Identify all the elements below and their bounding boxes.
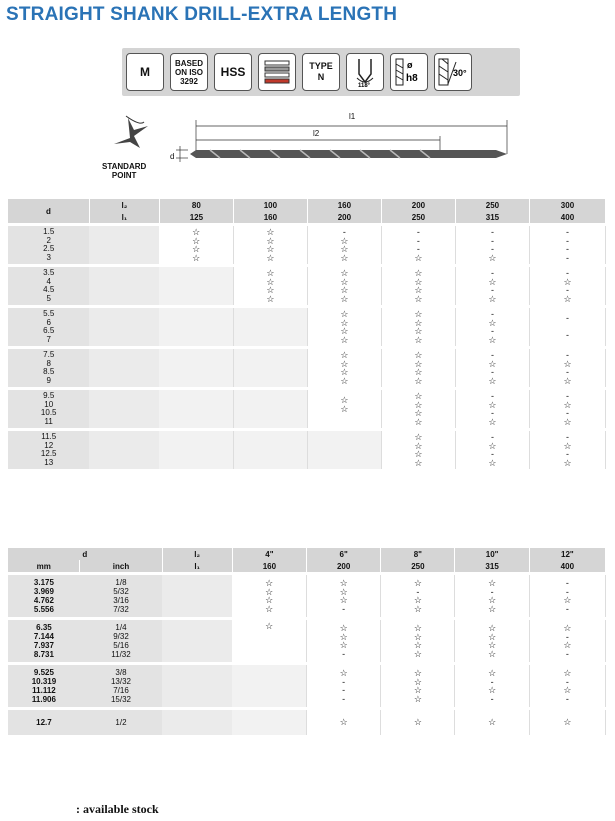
col-header: 400 [529, 211, 605, 225]
type-n-icon: TYPE N [302, 53, 340, 91]
inch-cell: 3/8 13/32 7/16 15/32 [80, 664, 162, 709]
stock-cell [233, 307, 307, 348]
stock-cell: ☆ ☆ [307, 389, 381, 430]
table-row [8, 619, 606, 664]
stock-cell: ☆ ☆ ☆ ☆ [381, 664, 455, 709]
legend-note: : available stock [76, 802, 159, 816]
page-title: STRAIGHT SHANK DRILL-EXTRA LENGTH [6, 4, 398, 25]
l1-header: l₁ [162, 560, 232, 574]
col-header: 300 [529, 199, 605, 211]
l2-header: l₂ [162, 548, 232, 560]
stock-cell: ☆ - - - [307, 664, 381, 709]
stock-cell: - ☆ - ☆ [529, 389, 605, 430]
stock-cell: ☆ - ☆ ☆ [455, 574, 529, 619]
stock-cell: ☆ ☆ ☆ ☆ [381, 430, 455, 470]
stock-cell: ☆ ☆ ☆ ☆ [381, 389, 455, 430]
col-header: 10" [455, 548, 529, 560]
col-header: 200 [307, 560, 381, 574]
stock-cell: ☆ - ☆ - [529, 619, 605, 664]
l2-label: l2 [313, 129, 320, 138]
col-header: 250 [381, 560, 455, 574]
l2-header: l₂ [89, 199, 159, 211]
stock-cell [159, 389, 233, 430]
table-row [8, 225, 606, 266]
table-row [8, 430, 606, 470]
point-angle-icon [346, 53, 384, 91]
m-icon: M [126, 53, 164, 91]
stock-cell: ☆ ☆ ☆ - [307, 619, 381, 664]
stock-cell [159, 307, 233, 348]
col-header: 315 [455, 211, 529, 225]
hss-icon: HSS [214, 53, 252, 91]
stock-cell [159, 266, 233, 307]
col-header: 80 [159, 199, 233, 211]
stock-cell [233, 389, 307, 430]
col-header: 125 [159, 211, 233, 225]
drill-drawing [100, 112, 510, 186]
stock-cell: ☆ ☆ ☆ ☆ [232, 574, 306, 619]
stock-cell: - - - ☆ [455, 225, 529, 266]
metric-table [8, 199, 606, 469]
stock-cell: - ☆ - ☆ [529, 348, 605, 389]
stock-cell: ☆ ☆ ☆ ☆ [455, 619, 529, 664]
inch-cell: 1/4 9/32 5/16 11/32 [80, 619, 162, 664]
inch-cell: 1/8 5/32 3/16 7/32 [80, 574, 162, 619]
stock-cell: - ☆ - ☆ [529, 430, 605, 470]
tolerance-icon [390, 53, 428, 91]
mm-header: mm [8, 560, 80, 574]
helix-angle-icon [434, 53, 472, 91]
stock-cell [159, 430, 233, 470]
table-row [8, 709, 606, 736]
col-header: 400 [529, 560, 605, 574]
table-row [8, 664, 606, 709]
col-header: 8" [381, 548, 455, 560]
mm-cell: 9.525 10.319 11.112 11.906 [8, 664, 80, 709]
col-header: 100 [233, 199, 307, 211]
stock-cell: - ☆ - ☆ [455, 266, 529, 307]
iso-icon: BASED ON ISO 3292 [170, 53, 208, 91]
stock-cell: - - - - [529, 225, 605, 266]
standard-point-label: STANDARD POINT [102, 162, 147, 180]
table-row [8, 574, 606, 619]
stock-cell [307, 430, 381, 470]
svg-text:ø: ø [407, 60, 413, 70]
stock-cell: ☆ [529, 709, 605, 736]
table-row [8, 266, 606, 307]
col-header: 250 [455, 199, 529, 211]
col-header: 160 [233, 211, 307, 225]
stock-cell: - - ☆ - [529, 574, 605, 619]
stock-cell: ☆ ☆ ☆ ☆ [233, 266, 307, 307]
mm-cell: 12.7 [8, 709, 80, 736]
col-header: 12" [529, 548, 605, 560]
d-header: d [8, 199, 89, 225]
inch-header: inch [80, 560, 162, 574]
stock-cell: ☆ ☆ ☆ ☆ [233, 225, 307, 266]
l1-header: l₁ [89, 211, 159, 225]
icon-row [126, 53, 472, 91]
col-header: 160 [232, 560, 306, 574]
stock-cell: ☆ ☆ ☆ ☆ [381, 348, 455, 389]
stock-cell [159, 348, 233, 389]
diameter-cell: 11.5 12 12.5 13 [8, 430, 89, 470]
stock-cell: ☆ ☆ ☆ - [307, 574, 381, 619]
stock-cell: ☆ ☆ ☆ ☆ [381, 307, 455, 348]
stock-cell: - ☆ - ☆ [455, 348, 529, 389]
stock-cell [233, 348, 307, 389]
stock-cell: ☆ [232, 619, 306, 664]
stock-cell: ☆ ☆ ☆ ☆ [159, 225, 233, 266]
col-header: 250 [381, 211, 455, 225]
stock-cell: - ☆ - ☆ [455, 389, 529, 430]
table-row [8, 307, 606, 348]
col-header: 200 [307, 211, 381, 225]
table-row [8, 389, 606, 430]
svg-text:118°: 118° [358, 83, 371, 88]
stock-cell [233, 430, 307, 470]
stock-cell: ☆ - ☆ - [455, 664, 529, 709]
inch-cell: 1/2 [80, 709, 162, 736]
stock-cell: - ☆ - ☆ [455, 307, 529, 348]
stock-cell: ☆ [455, 709, 529, 736]
col-header: 200 [381, 199, 455, 211]
l1-label: l1 [349, 112, 356, 121]
stock-cell: ☆ ☆ ☆ ☆ [307, 348, 381, 389]
stock-cell: ☆ ☆ ☆ ☆ [307, 307, 381, 348]
table-row [8, 348, 606, 389]
d-label: d [170, 152, 175, 161]
stock-cell: ☆ ☆ ☆ ☆ [381, 266, 455, 307]
stock-cell: - ☆ ☆ ☆ [307, 225, 381, 266]
svg-text:30°: 30° [453, 68, 467, 78]
coating-icon [258, 53, 296, 91]
diameter-cell: 5.5 6 6.5 7 [8, 307, 89, 348]
stock-cell: ☆ - ☆ ☆ [381, 574, 455, 619]
col-header: 160 [307, 199, 381, 211]
mm-cell: 3.175 3.969 4.762 5.556 [8, 574, 80, 619]
col-header: 315 [455, 560, 529, 574]
inch-table [8, 548, 606, 735]
stock-cell: ☆ [307, 709, 381, 736]
diameter-cell: 9.5 10 10.5 11 [8, 389, 89, 430]
stock-cell: ☆ ☆ ☆ ☆ [307, 266, 381, 307]
diameter-cell: 1.5 2 2.5 3 [8, 225, 89, 266]
stock-cell: - - [529, 307, 605, 348]
svg-text:h8: h8 [406, 73, 418, 84]
stock-cell: ☆ [381, 709, 455, 736]
stock-cell [232, 709, 306, 736]
stock-cell: ☆ - ☆ - [529, 664, 605, 709]
stock-cell: ☆ ☆ ☆ ☆ [381, 619, 455, 664]
col-header: 4" [232, 548, 306, 560]
stock-cell: - ☆ - ☆ [529, 266, 605, 307]
stock-cell [232, 664, 306, 709]
diameter-cell: 7.5 8 8.5 9 [8, 348, 89, 389]
col-header: 6" [307, 548, 381, 560]
mm-cell: 6.35 7.144 7.937 8.731 [8, 619, 80, 664]
stock-cell: - - - ☆ [381, 225, 455, 266]
diameter-cell: 3.5 4 4.5 5 [8, 266, 89, 307]
d-header: d [8, 548, 162, 560]
stock-cell: - ☆ - ☆ [455, 430, 529, 470]
